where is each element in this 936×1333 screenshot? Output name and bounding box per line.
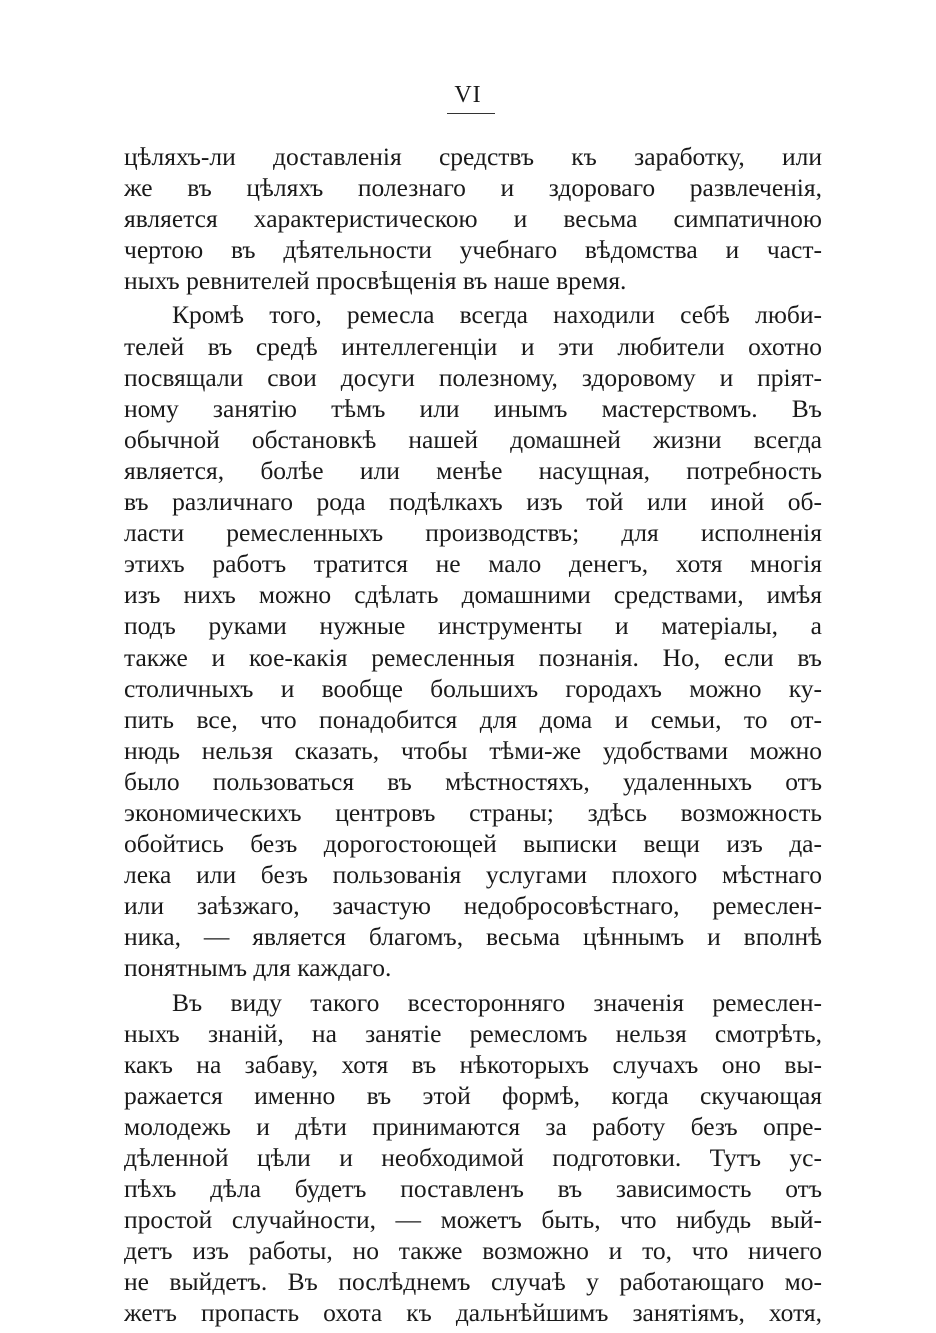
- text-line: ласти ремесленныхъ производствъ; для исполненія: [124, 518, 822, 548]
- text-line: экономическихъ центровъ страны; здѣсь возможность: [124, 797, 822, 827]
- text-line: детъ изъ работы, но также возможно и то, что ничего: [124, 1236, 822, 1266]
- text-line: ныхъ знаній, на занятіе ремесломъ нельзя смотрѣть,: [124, 1018, 822, 1048]
- paragraph-2: [124, 299, 822, 983]
- text-line: не выйдетъ. Въ послѣднемъ случаѣ у работающаго мо-: [124, 1267, 822, 1297]
- text-line: этихъ работъ тратится не мало денегъ, хотя многія: [124, 549, 822, 579]
- text-line: же въ цѣляхъ полезнаго и здороваго развлеченія,: [124, 173, 822, 203]
- text-line: является характеристическою и весьма симпатичною: [124, 204, 822, 234]
- text-line: лека или безъ пользованія услугами плохого мѣстнаго: [124, 860, 822, 890]
- text-line: было пользоваться въ мѣстностяхъ, удаленныхъ отъ: [124, 766, 822, 796]
- text-line: дѣленной цѣли и необходимой подготовки. Тутъ ус-: [124, 1143, 822, 1172]
- text-line: въ различнаго рода подѣлкахъ изъ той или иной об-: [124, 487, 822, 517]
- paragraph-1: [124, 141, 822, 296]
- body-text: [124, 141, 822, 1329]
- text-line: цѣляхъ-ли доставленія средствъ къ заработку, или: [124, 142, 822, 171]
- text-line: Въ виду такого всесторонняго значенія ремеслен-: [172, 987, 822, 1017]
- text-line: молодежь и дѣти принимаются за работу безъ опре-: [124, 1111, 822, 1141]
- text-line: чертою въ дѣятельности учебнаго вѣдомства и част-: [124, 235, 822, 265]
- text-line: столичныхъ и вообще большихъ городахъ можно ку-: [124, 673, 822, 703]
- text-line: пѣхъ дѣла будетъ поставленъ въ зависимость отъ: [124, 1174, 822, 1204]
- page-number: VI: [454, 82, 482, 108]
- text-line: ному занятію тѣмъ или инымъ мастерствомъ. Въ: [124, 393, 822, 423]
- page-number-rule: [447, 113, 495, 114]
- text-line: понятнымъ для каждаго.: [124, 953, 392, 983]
- text-line: обычной обстановкѣ нашей домашней жизни всегда: [124, 424, 822, 454]
- paragraph-3: [124, 987, 822, 1329]
- text-line: простой случайности, — можетъ быть, что нибудь вый-: [124, 1205, 822, 1235]
- text-line: изъ нихъ можно сдѣлать домашними средствами, имѣя: [124, 580, 822, 610]
- text-line: посвящали свои досуги полезному, здоровому и пріят-: [124, 362, 822, 392]
- text-line: Кромѣ того, ремесла всегда находили себѣ люби-: [172, 300, 822, 330]
- text-line: ныхъ ревнителей просвѣщенія въ наше время.: [124, 266, 627, 296]
- text-line: пить все, что понадобится для дома и семьи, то от-: [124, 704, 822, 734]
- text-line: ражается именно въ этой формѣ, когда скучающая: [124, 1080, 822, 1110]
- text-line: или заѣзжаго, зачастую недобросовѣстнаго, ремеслен-: [124, 891, 822, 921]
- text-line: нюдь нельзя сказать, чтобы тѣми-же удобствами можно: [124, 735, 822, 765]
- text-line: телей въ средѣ интеллегенціи и эти любители охотно: [124, 331, 822, 361]
- text-line: ника, — является благомъ, весьма цѣннымъ и вполнѣ: [124, 922, 822, 952]
- text-line: жетъ пропасть охота къ дальнѣйшимъ занятіямъ, хотя,: [124, 1298, 822, 1328]
- text-line: также и кое-какія ремесленныя познанія. Но, если въ: [124, 642, 822, 672]
- text-line: какъ на забаву, хотя въ нѣкоторыхъ случахъ оно вы-: [124, 1049, 822, 1079]
- text-line: обойтись безъ дорогостоющей выписки вещи изъ да-: [124, 829, 822, 859]
- text-line: подъ руками нужные инструменты и матеріалы, а: [124, 611, 822, 641]
- text-line: является, болѣе или менѣе насущная, потребность: [124, 455, 822, 485]
